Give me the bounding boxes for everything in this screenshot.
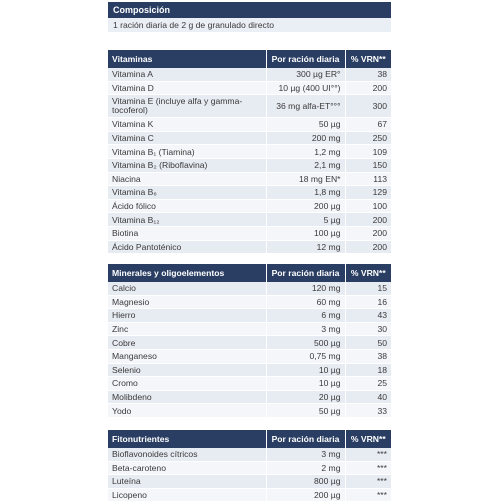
amount-value: 50 µg <box>266 118 345 132</box>
amount-value: 3 mg <box>266 448 345 461</box>
nutrient-name: Manganeso <box>108 349 266 363</box>
amount-value: 200 µg <box>266 199 345 213</box>
nutrient-name: Beta-caroteno <box>108 461 266 475</box>
minerals-section <box>108 264 391 418</box>
vrn-value: *** <box>345 475 391 489</box>
table-row <box>108 295 391 309</box>
vrn-value: 129 <box>345 186 391 200</box>
table-row <box>108 448 391 461</box>
composition-section <box>108 2 391 32</box>
amount-value: 2 mg <box>266 461 345 475</box>
vrn-value: 30 <box>345 322 391 336</box>
nutrient-name: Vitamina B₂ (Riboflavina) <box>108 158 266 172</box>
table-row <box>108 226 391 240</box>
table-row <box>108 475 391 489</box>
vrn-value: *** <box>345 488 391 502</box>
amount-value: 5 µg <box>266 213 345 227</box>
vrn-value: 200 <box>345 81 391 95</box>
amount-value: 500 µg <box>266 336 345 350</box>
table-row <box>108 199 391 213</box>
table-row <box>108 282 391 295</box>
nutrient-name: Biotina <box>108 226 266 240</box>
nutrient-name: Hierro <box>108 309 266 323</box>
vrn-value: 67 <box>345 118 391 132</box>
nutrient-name: Cromo <box>108 377 266 391</box>
amount-value: 20 µg <box>266 390 345 404</box>
vitamins-body <box>108 68 391 254</box>
table-row <box>108 377 391 391</box>
table-row <box>108 461 391 475</box>
table-row <box>108 145 391 159</box>
amount-value: 18 mg EN* <box>266 172 345 186</box>
column-header-vrn: % VRN** <box>345 50 391 68</box>
nutrient-name: Vitamina D <box>108 81 266 95</box>
table-row <box>108 349 391 363</box>
amount-value: 1,2 mg <box>266 145 345 159</box>
vrn-value: 18 <box>345 363 391 377</box>
nutrient-name: Niacina <box>108 172 266 186</box>
amount-value: 800 µg <box>266 475 345 489</box>
nutrient-name: Cobre <box>108 336 266 350</box>
amount-value: 1,8 mg <box>266 186 345 200</box>
vrn-value: 200 <box>345 213 391 227</box>
nutrient-name: Licopeno <box>108 488 266 502</box>
phyto-table <box>108 430 391 502</box>
column-header-nutrient: Vitaminas <box>108 50 266 68</box>
nutrient-name: Vitamina B₆ <box>108 186 266 200</box>
nutrient-name: Vitamina K <box>108 118 266 132</box>
vrn-value: 100 <box>345 199 391 213</box>
table-row <box>108 213 391 227</box>
minerals-header-row <box>108 264 391 282</box>
minerals-table <box>108 264 391 418</box>
vrn-value: *** <box>345 461 391 475</box>
table-row <box>108 390 391 404</box>
amount-value: 3 mg <box>266 322 345 336</box>
nutrient-name: Zinc <box>108 322 266 336</box>
amount-value: 200 mg <box>266 131 345 145</box>
table-row <box>108 68 391 81</box>
vrn-value: 200 <box>345 240 391 254</box>
nutrient-name: Ácido Pantoténico <box>108 240 266 254</box>
amount-value: 10 µg <box>266 363 345 377</box>
phyto-body <box>108 448 391 502</box>
vrn-value: 16 <box>345 295 391 309</box>
vrn-value: 40 <box>345 390 391 404</box>
amount-value: 200 µg <box>266 488 345 502</box>
table-row <box>108 322 391 336</box>
amount-value: 10 µg <box>266 377 345 391</box>
column-header-nutrient: Minerales y oligoelementos <box>108 264 266 282</box>
phyto-header-row <box>108 430 391 448</box>
nutrient-name: Molibdeno <box>108 390 266 404</box>
vitamins-section <box>108 50 391 254</box>
nutrient-name: Magnesio <box>108 295 266 309</box>
amount-value: 12 mg <box>266 240 345 254</box>
amount-value: 100 µg <box>266 226 345 240</box>
column-header-amount: Por ración diaria <box>266 430 345 448</box>
nutrient-name: Bioflavonoides cítricos <box>108 448 266 461</box>
vrn-value: 50 <box>345 336 391 350</box>
table-row <box>108 240 391 254</box>
nutrient-name: Vitamina E (incluye alfa y gamma-tocoferol) <box>108 95 266 118</box>
nutrient-name: Luteína <box>108 475 266 489</box>
vrn-value: 38 <box>345 349 391 363</box>
nutrient-name: Vitamina A <box>108 68 266 81</box>
table-row <box>108 186 391 200</box>
table-row <box>108 118 391 132</box>
table-row <box>108 309 391 323</box>
nutrient-name: Selenio <box>108 363 266 377</box>
amount-value: 0,75 mg <box>266 349 345 363</box>
vrn-value: 109 <box>345 145 391 159</box>
composition-title: Composición <box>108 2 391 18</box>
amount-value: 60 mg <box>266 295 345 309</box>
composition-subtitle: 1 ración diaria de 2 g de granulado directo <box>108 18 391 32</box>
vrn-value: 150 <box>345 158 391 172</box>
vitamins-table <box>108 50 391 254</box>
nutrient-name: Vitamina B₁₂ <box>108 213 266 227</box>
column-header-vrn: % VRN** <box>345 264 391 282</box>
amount-value: 36 mg alfa-ET°°° <box>266 95 345 118</box>
phyto-section <box>108 430 391 502</box>
column-header-vrn: % VRN** <box>345 430 391 448</box>
vrn-value: 33 <box>345 404 391 418</box>
amount-value: 2,1 mg <box>266 158 345 172</box>
table-row <box>108 363 391 377</box>
nutrient-name: Vitamina C <box>108 131 266 145</box>
table-row <box>108 131 391 145</box>
nutrient-name: Ácido fólico <box>108 199 266 213</box>
table-row <box>108 404 391 418</box>
amount-value: 6 mg <box>266 309 345 323</box>
amount-value: 300 µg ER° <box>266 68 345 81</box>
nutrient-name: Calcio <box>108 282 266 295</box>
table-row <box>108 158 391 172</box>
column-header-amount: Por ración diaria <box>266 50 345 68</box>
amount-value: 120 mg <box>266 282 345 295</box>
table-row <box>108 336 391 350</box>
nutrient-name: Yodo <box>108 404 266 418</box>
nutrient-name: Vitamina B₁ (Tiamina) <box>108 145 266 159</box>
vrn-value: 25 <box>345 377 391 391</box>
column-header-amount: Por ración diaria <box>266 264 345 282</box>
vrn-value: 113 <box>345 172 391 186</box>
column-header-nutrient: Fitonutrientes <box>108 430 266 448</box>
vrn-value: 43 <box>345 309 391 323</box>
vrn-value: 38 <box>345 68 391 81</box>
vrn-value: 300 <box>345 95 391 118</box>
vitamins-header-row <box>108 50 391 68</box>
minerals-body <box>108 282 391 417</box>
table-row <box>108 81 391 95</box>
vrn-value: 15 <box>345 282 391 295</box>
vrn-value: 250 <box>345 131 391 145</box>
amount-value: 10 µg (400 UI°°) <box>266 81 345 95</box>
table-row <box>108 172 391 186</box>
table-row <box>108 95 391 118</box>
amount-value: 50 µg <box>266 404 345 418</box>
vrn-value: *** <box>345 448 391 461</box>
vrn-value: 200 <box>345 226 391 240</box>
